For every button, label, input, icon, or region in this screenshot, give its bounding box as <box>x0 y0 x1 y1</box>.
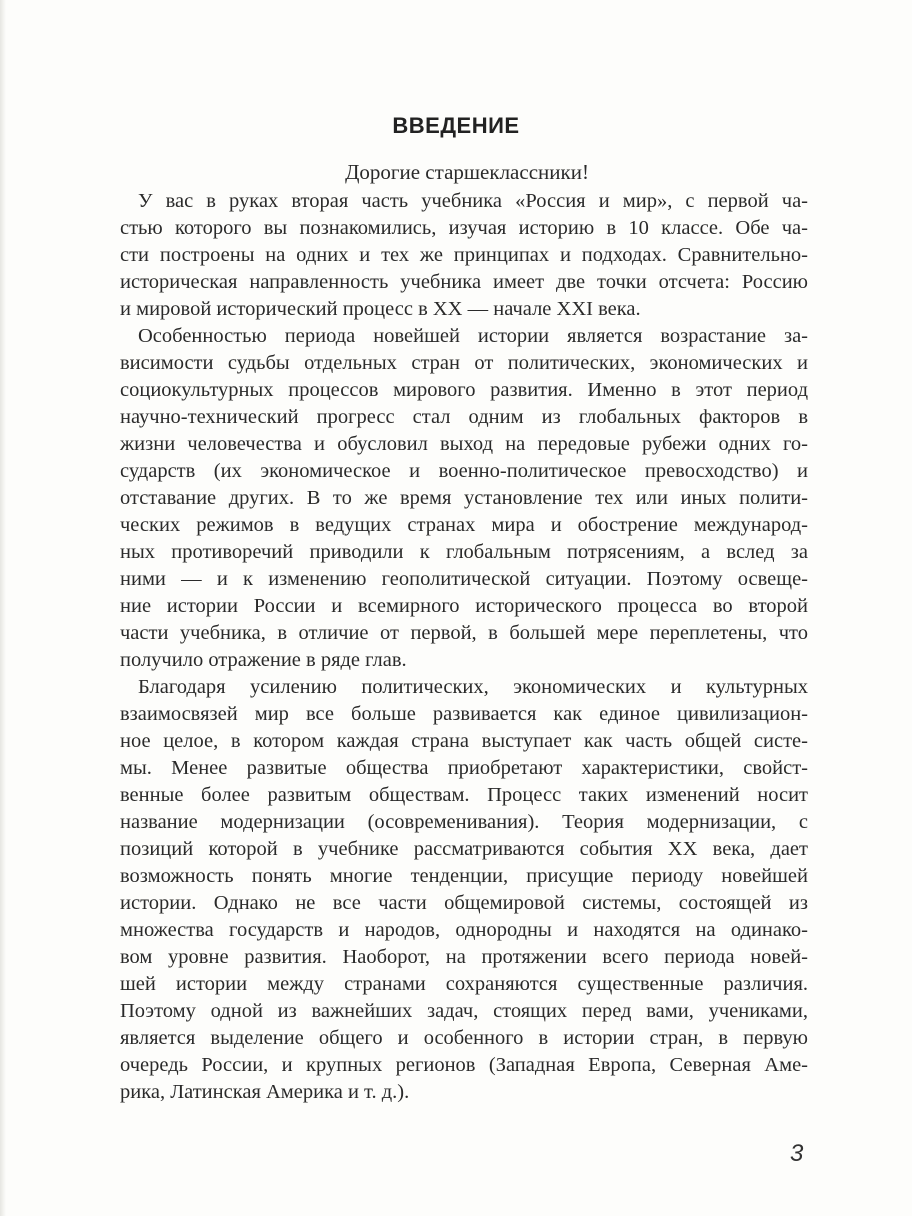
paragraph <box>120 188 808 323</box>
text-line: получило отражение в ряде глав. <box>120 649 407 671</box>
text-line: ними — и к изменению геополитической ситуации. Поэтому освеще- <box>120 568 808 590</box>
text-line: и мировой исторический процесс в XX — начале XXI века. <box>120 298 641 320</box>
text-line: шей истории между странами сохраняются существенные различия. <box>120 973 808 995</box>
text-line: возможность понять многие тенденции, присущие периоду новейшей <box>120 865 808 887</box>
text-line: ных противоречий приводили к глобальным потрясениям, а вслед за <box>120 541 808 563</box>
text-line: социокультурных процессов мирового развития. Именно в этот период <box>120 379 808 401</box>
text-line: сударств (их экономическое и военно-политическое превосходство) и <box>120 460 808 482</box>
text-line: жизни человечества и обусловил выход на передовые рубежи одних го- <box>120 433 808 455</box>
text-line: ное целое, в котором каждая страна выступает как часть общей систе- <box>120 730 808 752</box>
greeting-subtitle: Дорогие старшеклассники! <box>345 160 589 184</box>
text-line: название модернизации (осовременивания). Теория модернизации, с <box>120 811 808 833</box>
text-line: висимости судьбы отдельных стран от политических, экономических и <box>120 352 808 374</box>
text-line: множества государств и народов, однородны и находятся на одинако- <box>120 919 808 941</box>
text-line: вом уровне развития. Наоборот, на протяжении всего периода новей- <box>120 946 808 968</box>
text-line: ческих режимов в ведущих странах мира и обострение международ- <box>120 514 808 536</box>
page-number: 3 <box>790 1140 804 1167</box>
page-title: ВВЕДЕНИЕ <box>392 113 520 138</box>
text-line: венные более развитым обществам. Процесс таких изменений носит <box>120 784 808 806</box>
body-text <box>120 188 808 1106</box>
paragraph <box>120 674 808 1106</box>
text-line: историческая направленность учебника имеет две точки отсчета: Россию <box>120 271 808 293</box>
paragraph <box>120 323 808 674</box>
text-line: очередь России, и крупных регионов (Западная Европа, Северная Аме- <box>120 1054 808 1076</box>
text-line: позиций которой в учебнике рассматриваются события XX века, дает <box>120 838 808 860</box>
text-line: ние истории России и всемирного исторического процесса во второй <box>120 595 808 617</box>
text-line: взаимосвязей мир все больше развивается как единое цивилизацион- <box>120 703 808 725</box>
text-line: Благодаря усилению политических, экономических и культурных <box>138 676 808 698</box>
text-line: части учебника, в отличие от первой, в большей мере переплетены, что <box>120 622 808 644</box>
text-line: отставание других. В то же время установление тех или иных полити- <box>120 487 808 509</box>
text-line: Особенностью периода новейшей истории является возрастание за- <box>138 325 808 347</box>
text-line: мы. Менее развитые общества приобретают характеристики, свойст- <box>120 757 808 779</box>
text-line: истории. Однако не все части общемировой системы, состоящей из <box>120 892 808 914</box>
text-line: рика, Латинская Америка и т. д.). <box>120 1081 410 1103</box>
text-line: научно-технический прогресс стал одним из глобальных факторов в <box>120 406 808 428</box>
text-line: У вас в руках вторая часть учебника «Россия и мир», с первой ча- <box>138 190 808 212</box>
text-line: стью которого вы познакомились, изучая историю в 10 классе. Обе ча- <box>120 217 808 239</box>
text-line: Поэтому одной из важнейших задач, стоящих перед вами, учениками, <box>120 1000 808 1022</box>
text-line: является выделение общего и особенного в истории стран, в первую <box>120 1027 808 1049</box>
text-line: сти построены на одних и тех же принципах и подходах. Сравнительно- <box>120 244 808 266</box>
